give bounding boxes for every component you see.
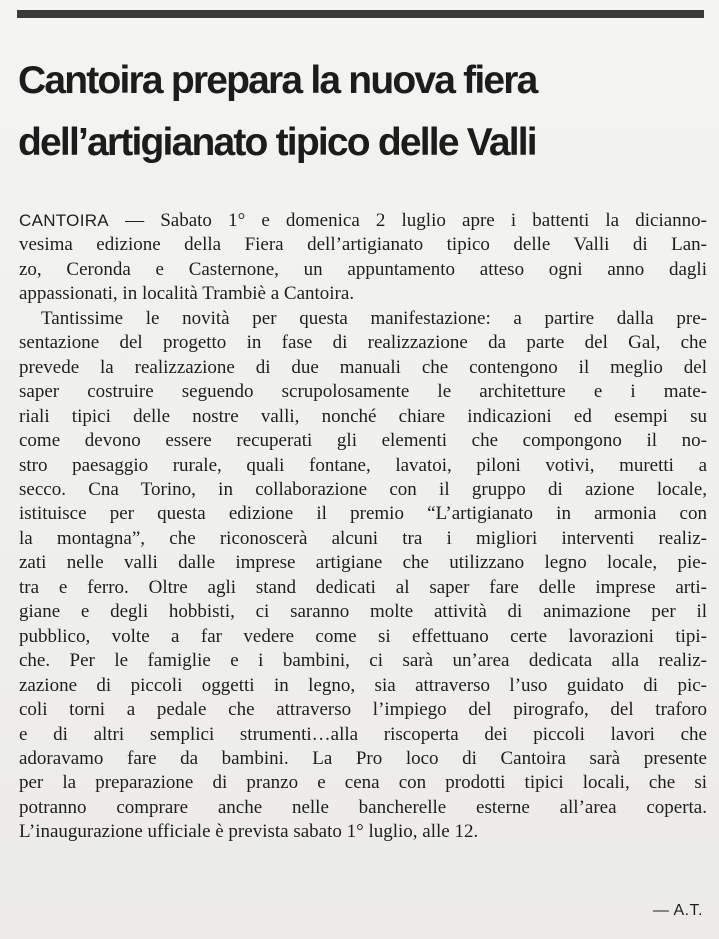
dateline: CANTOIRA [19, 211, 109, 230]
body-line: saper costruire seguendo scrupolosamente le architetture e i mate- [19, 381, 707, 403]
body-line: la montagna”, che riconoscerà alcuni tra i migliori interventi realiz- [19, 527, 707, 549]
body-line: tra e ferro. Oltre agli stand dedicati al saper fare delle imprese arti- [19, 576, 707, 598]
article-body [19, 209, 707, 845]
body-line: riali tipici delle nostre valli, nonché chiare indicazioni ed esempi su [19, 405, 707, 427]
top-rule-divider [17, 10, 704, 18]
body-line: adoravamo fare da bambini. La Pro loco di Cantoira sarà presente [19, 747, 707, 769]
body-line: secco. Cna Torino, in collaborazione con il gruppo di azione locale, [19, 478, 707, 500]
body-line: zazione di piccoli oggetti in legno, sia attraverso l’uso guidato di pic- [19, 674, 707, 696]
body-line: potranno comprare anche nelle bancherelle esterne all’area coperta. [19, 796, 707, 818]
body-line: appassionati, in località Trambiè a Cantoira. [19, 283, 355, 305]
headline-line-2: dell’artigianato tipico delle Valli [18, 121, 536, 164]
body-line: vesima edizione della Fiera dell’artigianato tipico delle Valli di Lan- [19, 234, 707, 256]
body-line: Tantissime le novità per questa manifestazione: a partire dalla pre- [41, 307, 707, 329]
headline [18, 50, 708, 174]
body-line: giane e degli hobbisti, ci saranno molte attività di animazione per il [19, 601, 707, 623]
body-line: che. Per le famiglie e i bambini, ci sarà un’area dedicata alla realiz- [19, 650, 707, 672]
body-line [19, 209, 707, 233]
body-line: zati nelle valli dalle imprese artigiane che utilizzano legno locale, pie- [19, 552, 707, 574]
body-line: come devono essere recuperati gli elementi che compongono il no- [19, 430, 707, 452]
body-line: stro paesaggio rurale, quali fontane, lavatoi, piloni votivi, muretti a [19, 454, 707, 476]
body-line: per la preparazione di pranzo e cena con prodotti tipici locali, che si [19, 772, 707, 794]
body-line: prevede la realizzazione di due manuali che contengono il meglio del [19, 356, 707, 378]
author-signature: — A.T. [652, 902, 703, 919]
body-line: istituisce per questa edizione il premio “L’artigianato in armonia con [19, 503, 707, 525]
body-line: sentazione del progetto in fase di realizzazione da parte del Gal, che [19, 332, 707, 354]
body-line-text: — Sabato 1° e domenica 2 luglio apre i battenti la dicianno- [108, 210, 707, 231]
body-line: e di altri semplici strumenti…alla riscoperta dei piccoli lavori che [19, 723, 707, 745]
headline-line-1: Cantoira prepara la nuova fiera [18, 59, 537, 102]
body-line: zo, Ceronda e Casternone, un appuntamento atteso ogni anno dagli [19, 258, 707, 280]
body-line: L’inaugurazione ufficiale è prevista sabato 1° luglio, alle 12. [19, 821, 479, 843]
body-line: coli torni a pedale che attraverso l’impiego del pirografo, del traforo [19, 699, 707, 721]
body-line: pubblico, volte a far vedere come si effettuano certe lavorazioni tipi- [19, 625, 707, 647]
